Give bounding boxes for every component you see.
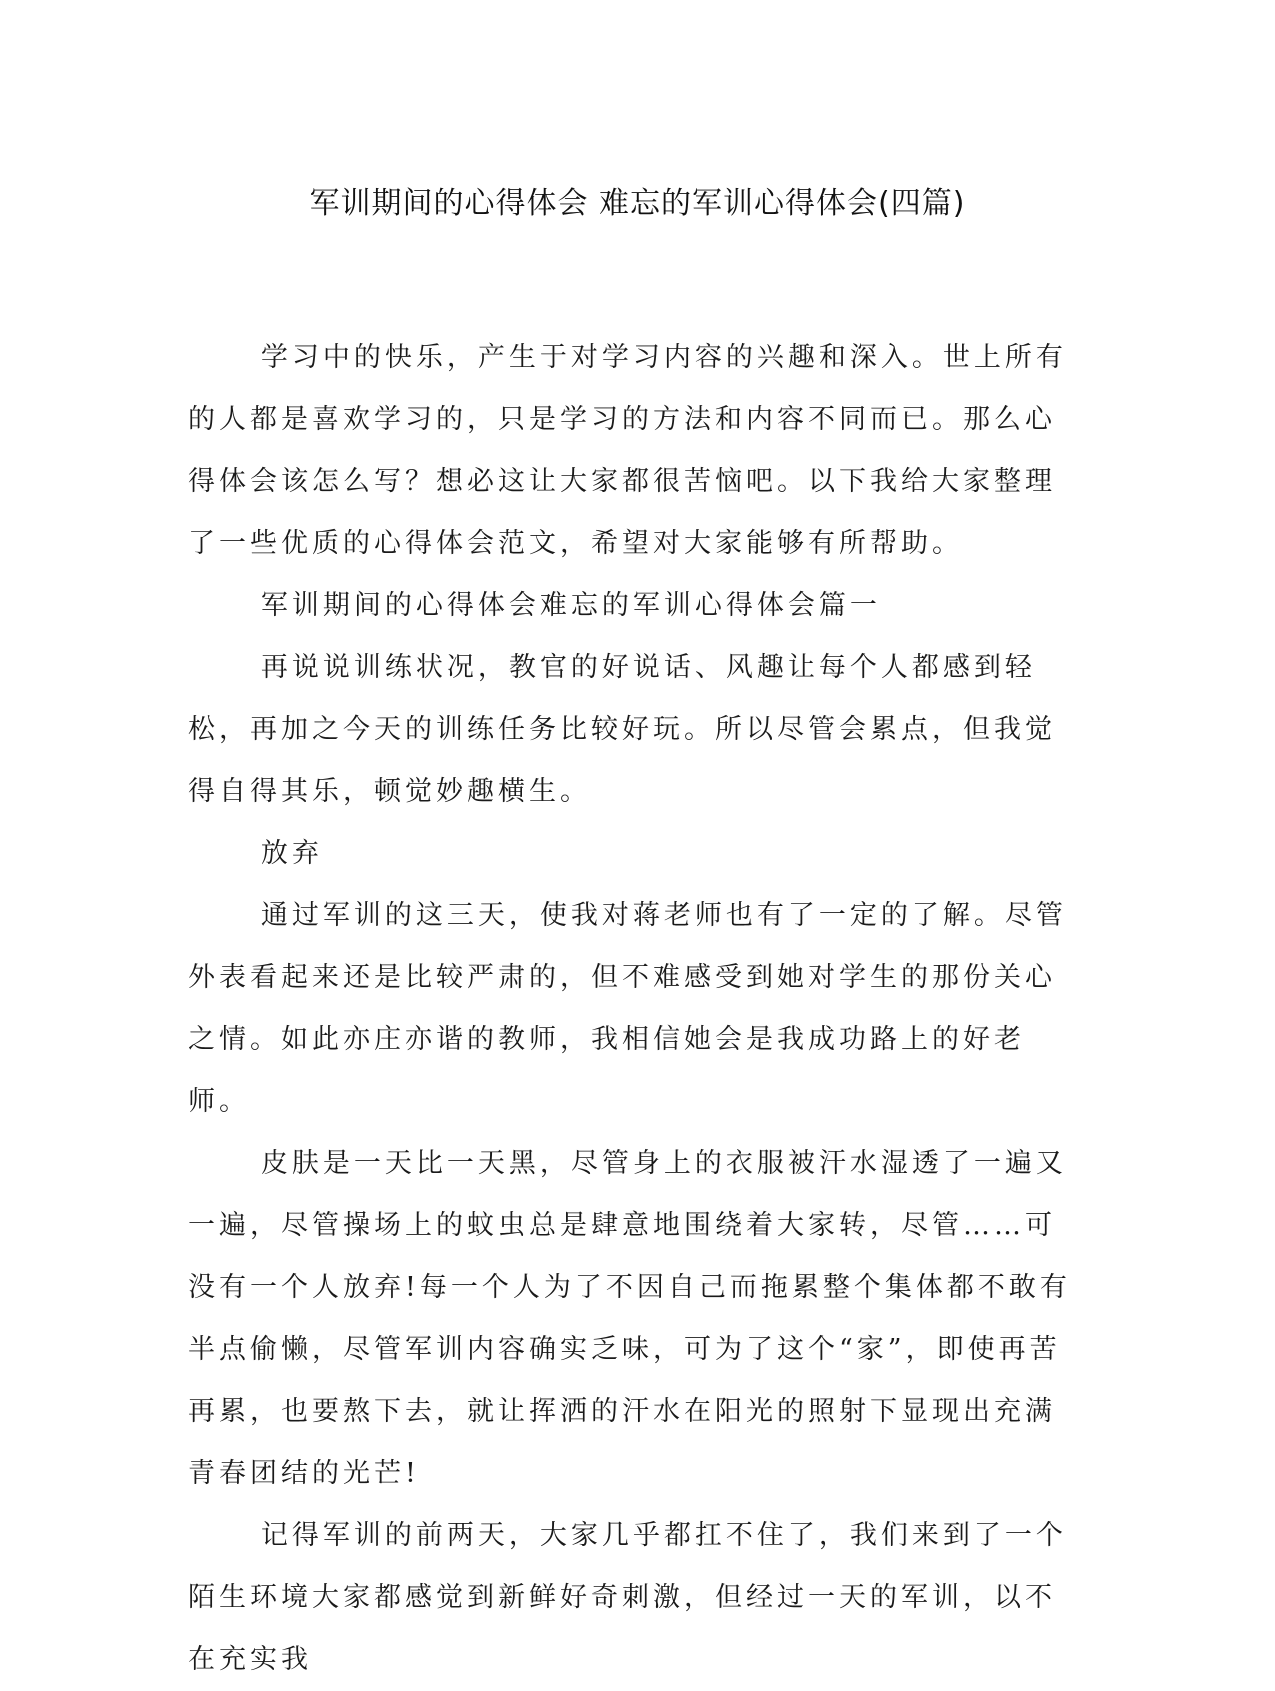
paragraph: 放弃 xyxy=(260,838,323,869)
document-body xyxy=(188,327,1083,1691)
paragraph: 皮肤是一天比一天黑，尽管身上的衣服被汗水湿透了一遍又一遍，尽管操场上的蚊虫总是肆意地围绕着大家转，尽管……可没有一个人放弃!每一个人为了不因自己而拖累整个集体都不敢有半点偷懒，尽管军训内容确实乏味，可为了这个“家”，即使再苦再累，也要熬下去，就让挥洒的汗水在阳光的照射下显现出充满青春团结的光芒! xyxy=(188,1148,1071,1489)
paragraph-intro: 学习中的快乐，产生于对学习内容的兴趣和深入。世上所有的人都是喜欢学习的，只是学习的方法和内容不同而已。那么心得体会该怎么写？想必这让大家都很苦恼吧。以下我给大家整理了一些优质的心得体会范文，希望对大家能够有所帮助。 xyxy=(188,342,1067,559)
paragraph: 再说说训练状况，教官的好说话、风趣让每个人都感到轻松，再加之今天的训练任务比较好玩。所以尽管会累点，但我觉得自得其乐，顿觉妙趣横生。 xyxy=(188,652,1056,807)
paragraph: 记得军训的前两天，大家几乎都扛不住了，我们来到了一个陌生环境大家都感觉到新鲜好奇刺激，但经过一天的军训，以不在充实我 xyxy=(188,1520,1067,1675)
document-title: 军训期间的心得体会 难忘的军训心得体会(四篇) xyxy=(309,186,966,221)
paragraph: 通过军训的这三天，使我对蒋老师也有了一定的了解。尽管外表看起来还是比较严肃的，但不难感受到她对学生的那份关心之情。如此亦庄亦谐的教师，我相信她会是我成功路上的好老师。 xyxy=(188,900,1067,1117)
section-heading: 军训期间的心得体会难忘的军训心得体会篇一 xyxy=(260,590,881,621)
